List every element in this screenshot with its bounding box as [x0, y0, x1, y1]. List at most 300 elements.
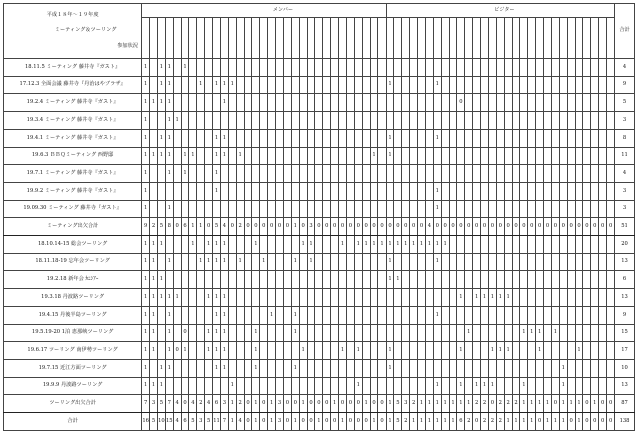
attendance-cell: 1 [481, 377, 489, 395]
attendance-cell [276, 306, 284, 324]
sum-cell: 1 [528, 395, 536, 413]
sum-cell: 3 [276, 395, 284, 413]
sum-cell: 1 [433, 395, 441, 413]
attendance-cell [291, 129, 299, 147]
attendance-cell [528, 342, 536, 360]
sum-cell: 1 [528, 413, 536, 431]
visitor-column-header [473, 18, 481, 59]
attendance-cell [276, 165, 284, 183]
sum-cell: 1 [465, 395, 473, 413]
visitor-column-header [504, 18, 512, 59]
attendance-cell [339, 182, 347, 200]
attendance-cell [402, 324, 410, 342]
attendance-cell [544, 129, 552, 147]
attendance-cell [181, 253, 189, 271]
sum-cell: 0 [260, 218, 268, 236]
sum-cell: 1 [252, 395, 260, 413]
attendance-cell [591, 94, 599, 112]
attendance-cell [315, 253, 323, 271]
attendance-cell [425, 359, 433, 377]
attendance-cell: 1 [433, 182, 441, 200]
attendance-cell [575, 200, 583, 218]
attendance-cell: 1 [559, 359, 567, 377]
member-column-header [181, 18, 189, 59]
member-column-header [378, 18, 386, 59]
sum-cell: 1 [425, 395, 433, 413]
attendance-cell [465, 147, 473, 165]
attendance-cell [252, 306, 260, 324]
attendance-cell [165, 377, 173, 395]
attendance-cell [252, 271, 260, 289]
attendance-cell [449, 377, 457, 395]
attendance-cell: 1 [220, 129, 228, 147]
attendance-cell [441, 200, 449, 218]
attendance-cell: 1 [157, 147, 165, 165]
row-total: 17 [615, 342, 635, 360]
attendance-cell [197, 289, 205, 307]
attendance-cell [607, 324, 615, 342]
attendance-cell: 1 [150, 236, 158, 254]
attendance-cell [260, 324, 268, 342]
sum-cell: 1 [386, 413, 394, 431]
sum-cell: 5 [205, 413, 213, 431]
attendance-cell [441, 94, 449, 112]
member-column-header [299, 18, 307, 59]
attendance-cell [449, 253, 457, 271]
attendance-cell [457, 129, 465, 147]
attendance-cell [189, 289, 197, 307]
attendance-cell [488, 359, 496, 377]
touring-row [4, 236, 635, 254]
attendance-cell [544, 112, 552, 130]
attendance-cell: 1 [307, 236, 315, 254]
sum-cell: 0 [599, 395, 607, 413]
attendance-cell: 1 [165, 147, 173, 165]
attendance-cell [283, 289, 291, 307]
attendance-cell [346, 306, 354, 324]
attendance-cell [205, 306, 213, 324]
attendance-cell [512, 165, 520, 183]
attendance-cell: 1 [220, 289, 228, 307]
attendance-cell [370, 342, 378, 360]
attendance-cell [197, 200, 205, 218]
attendance-cell [386, 289, 394, 307]
attendance-cell [283, 129, 291, 147]
attendance-cell [402, 182, 410, 200]
attendance-cell [567, 342, 575, 360]
sum-cell: 0 [283, 413, 291, 431]
attendance-cell [339, 59, 347, 77]
attendance-cell [252, 377, 260, 395]
attendance-cell [315, 342, 323, 360]
sum-cell: 1 [425, 413, 433, 431]
sum-cell: 1 [567, 395, 575, 413]
attendance-cell [402, 59, 410, 77]
attendance-cell [315, 147, 323, 165]
attendance-cell [425, 324, 433, 342]
sum-cell: 0 [315, 218, 323, 236]
attendance-cell [457, 112, 465, 130]
attendance-cell [402, 342, 410, 360]
attendance-cell [575, 324, 583, 342]
row-total: 9 [615, 306, 635, 324]
sum-cell: 2 [488, 413, 496, 431]
sum-cell: 0 [331, 218, 339, 236]
attendance-cell: 1 [181, 59, 189, 77]
attendance-cell [268, 377, 276, 395]
attendance-cell [599, 147, 607, 165]
attendance-cell [418, 359, 426, 377]
attendance-cell [496, 271, 504, 289]
touring-total-label: ツーリング出欠合計 [4, 395, 142, 413]
attendance-cell: 1 [220, 76, 228, 94]
attendance-cell [205, 76, 213, 94]
attendance-cell [189, 253, 197, 271]
attendance-cell [575, 76, 583, 94]
attendance-cell [591, 342, 599, 360]
meeting-row [4, 129, 635, 147]
attendance-cell [591, 165, 599, 183]
row-total: 8 [615, 129, 635, 147]
sum-cell: 2 [473, 395, 481, 413]
attendance-cell [410, 129, 418, 147]
attendance-cell: 1 [165, 289, 173, 307]
touring-row [4, 377, 635, 395]
attendance-cell [315, 289, 323, 307]
attendance-cell [481, 271, 489, 289]
attendance-cell [339, 289, 347, 307]
attendance-cell [528, 129, 536, 147]
attendance-cell: 1 [433, 306, 441, 324]
attendance-cell [339, 94, 347, 112]
attendance-cell [315, 359, 323, 377]
attendance-cell [591, 147, 599, 165]
attendance-cell [339, 306, 347, 324]
attendance-cell [418, 76, 426, 94]
attendance-cell [425, 147, 433, 165]
member-column-header [362, 18, 370, 59]
attendance-cell [268, 271, 276, 289]
attendance-cell [481, 147, 489, 165]
attendance-cell [528, 182, 536, 200]
attendance-cell [362, 112, 370, 130]
attendance-cell: 1 [213, 359, 221, 377]
attendance-cell [465, 200, 473, 218]
member-column-header [165, 18, 173, 59]
sum-cell: 0 [559, 218, 567, 236]
attendance-cell [228, 165, 236, 183]
sum-cell: 0 [567, 413, 575, 431]
attendance-cell [150, 200, 158, 218]
sum-cell: 0 [418, 218, 426, 236]
attendance-cell [496, 147, 504, 165]
attendance-cell [567, 182, 575, 200]
attendance-cell [394, 200, 402, 218]
attendance-cell: 1 [386, 342, 394, 360]
sum-cell: 0 [181, 395, 189, 413]
attendance-cell [528, 236, 536, 254]
member-column-header [354, 18, 362, 59]
attendance-cell [496, 112, 504, 130]
attendance-cell [473, 253, 481, 271]
attendance-cell [370, 359, 378, 377]
member-column-header [268, 18, 276, 59]
attendance-cell [410, 342, 418, 360]
attendance-cell [252, 289, 260, 307]
attendance-cell [567, 147, 575, 165]
attendance-cell [205, 271, 213, 289]
attendance-cell [449, 129, 457, 147]
attendance-cell [189, 342, 197, 360]
sum-cell: 0 [331, 413, 339, 431]
attendance-cell [220, 112, 228, 130]
attendance-cell [410, 377, 418, 395]
attendance-cell [228, 59, 236, 77]
visitor-group-header: ビジター [386, 4, 614, 18]
attendance-cell [307, 289, 315, 307]
sum-cell: 4 [425, 218, 433, 236]
attendance-cell [228, 147, 236, 165]
sum-cell: 0 [173, 218, 181, 236]
attendance-cell [165, 271, 173, 289]
attendance-cell [228, 182, 236, 200]
attendance-cell [323, 165, 331, 183]
attendance-cell [370, 94, 378, 112]
visitor-column-header [496, 18, 504, 59]
attendance-cell [213, 200, 221, 218]
attendance-cell [354, 359, 362, 377]
attendance-cell [394, 59, 402, 77]
sum-cell: 0 [378, 413, 386, 431]
attendance-cell [544, 94, 552, 112]
attendance-cell [410, 324, 418, 342]
meeting-row [4, 59, 635, 77]
attendance-cell [496, 377, 504, 395]
attendance-cell [607, 147, 615, 165]
attendance-cell [473, 112, 481, 130]
attendance-cell [378, 182, 386, 200]
attendance-cell: 1 [354, 236, 362, 254]
attendance-cell [536, 165, 544, 183]
attendance-cell: 1 [142, 359, 150, 377]
attendance-cell [362, 59, 370, 77]
sheet-title: 平成１８年～１９年度 [46, 12, 99, 19]
attendance-cell [425, 377, 433, 395]
sum-cell: 10 [157, 413, 165, 431]
attendance-cell [283, 147, 291, 165]
sum-cell: 0 [465, 218, 473, 236]
attendance-cell [173, 94, 181, 112]
meeting-row [4, 147, 635, 165]
sum-cell: 1 [441, 395, 449, 413]
attendance-cell: 1 [260, 253, 268, 271]
attendance-cell [291, 165, 299, 183]
attendance-cell [410, 306, 418, 324]
attendance-cell [551, 271, 559, 289]
attendance-cell: 1 [213, 182, 221, 200]
sum-cell: 4 [205, 395, 213, 413]
attendance-cell [370, 182, 378, 200]
row-total: 138 [615, 413, 635, 431]
attendance-cell [173, 59, 181, 77]
sum-cell: 0 [449, 218, 457, 236]
attendance-cell [528, 253, 536, 271]
attendance-cell [567, 59, 575, 77]
attendance-cell [575, 112, 583, 130]
sum-cell: 1 [339, 413, 347, 431]
attendance-cell [473, 342, 481, 360]
attendance-cell: 1 [150, 289, 158, 307]
attendance-cell [481, 182, 489, 200]
attendance-cell: 1 [575, 342, 583, 360]
attendance-cell [465, 76, 473, 94]
attendance-cell [449, 59, 457, 77]
attendance-cell [433, 271, 441, 289]
sum-cell: 0 [378, 218, 386, 236]
sum-cell: 0 [276, 218, 284, 236]
attendance-cell [291, 342, 299, 360]
attendance-cell [607, 129, 615, 147]
attendance-cell: 1 [433, 200, 441, 218]
attendance-cell [441, 147, 449, 165]
attendance-cell [173, 306, 181, 324]
attendance-cell [575, 359, 583, 377]
attendance-cell: 1 [213, 147, 221, 165]
attendance-cell [354, 147, 362, 165]
attendance-cell [425, 76, 433, 94]
attendance-cell [236, 165, 244, 183]
attendance-cell: 1 [165, 253, 173, 271]
attendance-cell [236, 271, 244, 289]
attendance-cell [244, 112, 252, 130]
attendance-cell: 1 [150, 271, 158, 289]
attendance-cell [473, 324, 481, 342]
sum-cell: 4 [173, 413, 181, 431]
attendance-cell [599, 377, 607, 395]
attendance-cell [331, 236, 339, 254]
attendance-cell [260, 165, 268, 183]
attendance-cell [449, 200, 457, 218]
attendance-cell [591, 324, 599, 342]
attendance-cell [599, 271, 607, 289]
touring-label: 19.3.18 丹波路ツーリング [4, 289, 142, 307]
attendance-cell [378, 359, 386, 377]
sum-cell: 3 [276, 413, 284, 431]
attendance-cell [276, 76, 284, 94]
attendance-cell [449, 359, 457, 377]
touring-total-row [4, 395, 635, 413]
sum-cell: 2 [512, 395, 520, 413]
attendance-cell [544, 147, 552, 165]
attendance-cell [520, 253, 528, 271]
attendance-cell [496, 200, 504, 218]
attendance-cell [488, 306, 496, 324]
attendance-cell [244, 306, 252, 324]
attendance-cell [268, 59, 276, 77]
attendance-cell: 1 [370, 147, 378, 165]
attendance-cell [323, 236, 331, 254]
attendance-cell [386, 182, 394, 200]
attendance-cell [599, 165, 607, 183]
attendance-cell [283, 342, 291, 360]
attendance-cell: 1 [370, 236, 378, 254]
attendance-cell [228, 236, 236, 254]
attendance-cell [583, 253, 591, 271]
attendance-cell [433, 289, 441, 307]
attendance-cell [315, 129, 323, 147]
attendance-cell [331, 94, 339, 112]
attendance-cell [551, 147, 559, 165]
attendance-cell: 1 [551, 324, 559, 342]
attendance-cell [205, 200, 213, 218]
attendance-cell [583, 359, 591, 377]
attendance-cell [449, 147, 457, 165]
attendance-cell [591, 359, 599, 377]
attendance-cell [567, 76, 575, 94]
attendance-cell [189, 76, 197, 94]
attendance-cell [504, 271, 512, 289]
attendance-cell [544, 253, 552, 271]
attendance-cell [157, 324, 165, 342]
attendance-cell: 1 [142, 76, 150, 94]
attendance-cell [362, 342, 370, 360]
attendance-cell [457, 165, 465, 183]
attendance-cell [449, 76, 457, 94]
attendance-cell [496, 76, 504, 94]
attendance-cell [189, 182, 197, 200]
attendance-cell [307, 359, 315, 377]
row-total: 3 [615, 182, 635, 200]
attendance-cell [591, 253, 599, 271]
meeting-row [4, 165, 635, 183]
attendance-cell [339, 253, 347, 271]
attendance-cell [150, 182, 158, 200]
attendance-cell [339, 147, 347, 165]
attendance-cell [528, 271, 536, 289]
attendance-cell [599, 200, 607, 218]
attendance-cell [346, 76, 354, 94]
member-column-header [213, 18, 221, 59]
attendance-cell [575, 271, 583, 289]
attendance-cell [449, 342, 457, 360]
attendance-cell [323, 94, 331, 112]
attendance-cell [213, 271, 221, 289]
attendance-cell [575, 182, 583, 200]
attendance-cell [236, 306, 244, 324]
attendance-cell [473, 271, 481, 289]
attendance-cell [386, 377, 394, 395]
attendance-cell [457, 182, 465, 200]
attendance-cell [299, 324, 307, 342]
attendance-cell: 1 [205, 342, 213, 360]
attendance-cell [481, 342, 489, 360]
attendance-cell: 1 [488, 289, 496, 307]
attendance-cell [315, 76, 323, 94]
attendance-cell [583, 59, 591, 77]
attendance-cell [362, 306, 370, 324]
attendance-cell [362, 94, 370, 112]
sum-cell: 0 [228, 218, 236, 236]
attendance-cell: 1 [150, 377, 158, 395]
sum-cell: 2 [236, 218, 244, 236]
attendance-cell: 1 [213, 236, 221, 254]
visitor-column-header [544, 18, 552, 59]
row-total: 87 [615, 395, 635, 413]
attendance-cell [465, 306, 473, 324]
attendance-cell [244, 289, 252, 307]
attendance-cell [418, 253, 426, 271]
attendance-cell: 1 [165, 200, 173, 218]
